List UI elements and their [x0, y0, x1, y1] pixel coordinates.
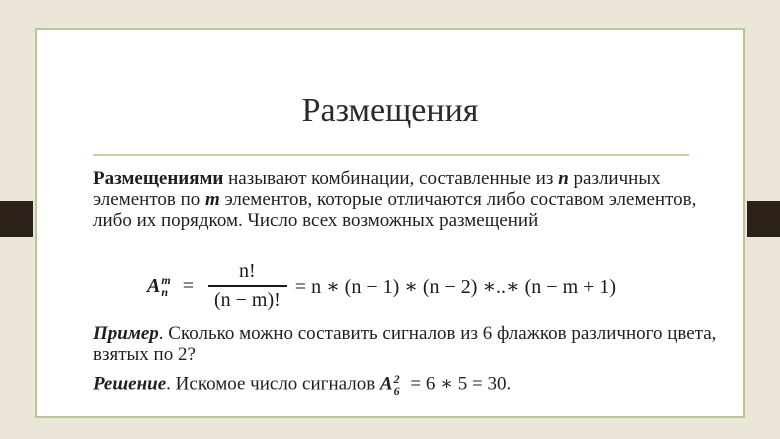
left-decor-bar: [0, 201, 33, 237]
example-paragraph: [93, 323, 723, 365]
formula-symbol: A: [147, 274, 161, 297]
definition-term: Размещениями: [93, 168, 224, 189]
example-label: Пример: [93, 323, 159, 344]
solution-sup: 2: [393, 372, 400, 386]
formula-fraction: [208, 260, 287, 312]
permutation-formula: [147, 256, 616, 316]
slide-title: Размещения: [301, 92, 479, 129]
formula-indices: [161, 274, 170, 298]
right-decor-bar: [747, 201, 780, 237]
definition-text-a: называют комбинации, составленные из: [223, 168, 559, 189]
solution-symbol: A: [379, 373, 393, 395]
solution-label: Решение: [93, 373, 167, 395]
example-text: . Сколько можно составить сигналов из 6 флажков различного цвета, взятых по 2?: [93, 323, 717, 365]
formula-numerator: n!: [239, 260, 256, 283]
definition-paragraph: [93, 168, 723, 231]
title-divider: [93, 154, 689, 156]
definition-text-c: элементов, которые отличаются либо составом элементов, либо их порядком. Число всех возможных размещений: [93, 189, 697, 231]
solution-indices: [394, 373, 400, 397]
formula-denominator: (n − m)!: [213, 288, 281, 311]
formula-sub: n: [161, 285, 169, 299]
var-n: n: [558, 168, 569, 189]
solution-paragraph: [93, 373, 723, 397]
solution-result: = 6 ∗ 5 = 30.: [405, 373, 512, 395]
formula-equals: =: [182, 274, 194, 297]
solution-sub: 6: [393, 384, 400, 398]
formula-product: = n ∗ (n − 1) ∗ (n − 2) ∗..∗ (n − m + 1): [294, 275, 617, 298]
formula-sup: m: [161, 273, 171, 287]
var-m: m: [205, 189, 220, 210]
solution-text: . Искомое число сигналов: [166, 373, 380, 395]
definition-text-b: различных элементов по: [93, 168, 661, 210]
slide-frame: [35, 28, 745, 418]
